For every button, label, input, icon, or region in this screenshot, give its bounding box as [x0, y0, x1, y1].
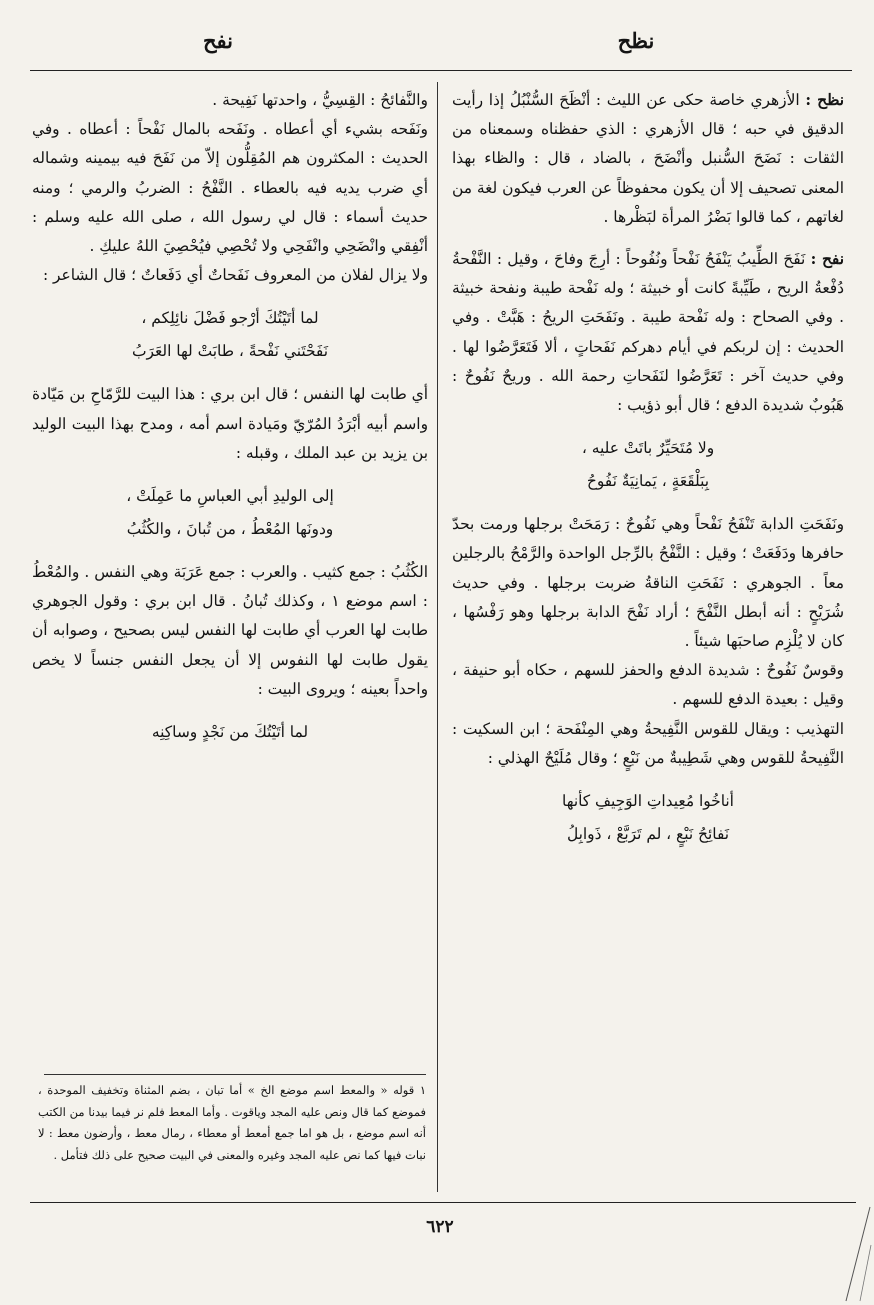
- right-column-verse-line: نَفائِحُ نَبْعٍ ، لم تَرَبَّعْ ، ذَوابِلُ: [566, 825, 730, 844]
- left-column-text: ولا يزال لفلان من المعروف نَفَحاتٌ أي دَفَعاتٌ ؛ قال الشاعر :: [42, 266, 428, 285]
- page-number: ٦٢٢: [426, 1217, 454, 1237]
- right-header-title: نظح: [617, 28, 655, 53]
- left-column-paragraph: [32, 558, 428, 704]
- column-divider: [437, 82, 438, 1192]
- right-column-headword: نظح :: [805, 91, 844, 109]
- left-column-text: الكُثُبُ : جمع كثيب . والعرب : جمع عَرَبَة وهي النفس . والمُعْطُ : اسم موضع ١ ، وكذلك تُبانُ . قال ابن بري : وقول الجوهري طابت لها العرب أي طابت لها النفس ليس بصحيح ، وصوابه أن يقول طابت لها النفوس إلا أن يجعل النفس جنساً لا يخص واحداً بعينه ؛ ويروى البيت :: [32, 563, 428, 698]
- left-column: [32, 86, 428, 761]
- footnote-text: قوله « والمعط اسم موضع الخ » أما تبان ، بضم المثناة وتخفيف الموحدة ، فموضع كما قال ونص عليه المجد وياقوت . وأما المعط فلم نر فيما بيدنا من الكتب أنه اسم موضع ، بل هو اما جمع أمعط أو معطاء ، رمال معط ، وأرضون معط : لا نبات فيها كما نص عليه المجد وغيره والمعنى في البيت صحيح على ذلك فتأمل .: [38, 1083, 426, 1162]
- right-column-text: التهذيب : ويقال للقوس النَّفِيحةُ وهي المِنْفَحة ؛ ابن السكيت : النَّفِيحةُ للقوس وهي شَطِيبةٌ من نَبْعٍ ؛ وقال مُلَيْحٌ الهذلي :: [452, 719, 844, 767]
- left-header-title: نفح: [202, 28, 234, 53]
- footnote: [38, 1080, 426, 1166]
- right-column-paragraph: [452, 715, 844, 773]
- right-column-paragraph: [452, 656, 844, 714]
- right-column-text: الأزهري خاصة حكى عن الليث : أنْظَحَ السُّنْبُلُ إذا رأيت الدقيق في حبه ؛ قال الأزهري : الذي حفظناه وسمعناه من الثقات : نَضَحَ السُّنبل وأنْضَحَ ، بالضاد ، قال : والظاء بهذا المعنى تصحيف إلا أن يكون محفوظاً عن العرب فيكون لغة من لغاتهم ، كما قالوا بَضْرُ المرأة لبَظْرها .: [452, 91, 844, 226]
- left-column-verse-line: ودونَها المُعْطُ ، من تُبانَ ، والكُثُبُ: [126, 520, 334, 539]
- left-column-paragraph: [32, 115, 428, 261]
- left-column-paragraph: [32, 261, 428, 290]
- right-column-text: ونَفَحَتِ الدابة تَنْفَحُ نَفْحاً وهي نَفُوحٌ : رَمَحَتْ برجلها ورمت بحدّ حافرها ودَفَعَتْ ؛ وقيل : النَّفْحُ بالرِّجل الواحدة والرَّمْحُ بالرجلين معاً . الجوهري : نَفَحَتِ الناقةُ ضربت برجلها . وفي حديث شُرَيْحٍ : أنه أبطل النَّفْحَ ؛ أراد نَفْحَ الدابة برجلها وهو رَفْسُها ، كان لا يُلْزِم صاحبَها شيئاً .: [452, 515, 844, 651]
- bottom-rule: [30, 1202, 856, 1203]
- right-column-headword: نفح :: [810, 250, 844, 269]
- left-column-verse-line: إلى الوليدِ أبي العباسِ ما عَمِلَتْ ،: [126, 487, 334, 506]
- right-column-text: نَفَحَ الطِّيبُ يَنْفَحُ نَفْحاً ونُفُوحاً : أرِجَ وفاحَ ، وقيل : النَّفْحةُ دُفْعةُ الريح ، طَيِّبةً كانت أو خبيثة ؛ وله نَفْحة طيبة ونفحة خبيثة . وفي الصحاح : وله نَفْحة طيبة . ونَفَحَتِ الريحُ : هَبَّتْ . وفي الحديث : إن لربكم في أيام دهركم نَفَحاتٍ ، ألا فَتَعَرَّضُوا لها . وفي حديث آخر : تَعَرَّضُوا لنَفَحاتِ رحمة الله . وريحٌ نَفُوحٌ : هَبُوبٌ شديدة الدفع ؛ قال أبو ذؤيب :: [452, 250, 844, 415]
- footnote-number: ١: [419, 1083, 426, 1097]
- left-column-text: أي طابت لها النفس ؛ قال ابن بري : هذا البيت للرَّمّاحِ بن مَيّادة واسم أبيه أبْرَدُ المُرّيّ ومَيادة اسم أمه ، ومدح بهذا البيت الوليد بن يزيد بن عبد الملك ، وقبله :: [32, 385, 428, 462]
- left-column-verse-line: لما أتَيْتُكَ أرْجو فَضْلَ نائِلِكم ،: [141, 309, 319, 328]
- right-column: [452, 86, 844, 863]
- left-column-text: والنَّفائحُ : القِسِيُّ ، واحدتها نَفِيحة .: [212, 91, 428, 109]
- left-column-text: ونَفَحه بشيء أي أعطاه . ونَفَحه بالمال نَفْحاً : أعطاه . وفي الحديث : المكثرون هم المُقِلُّون إلاّ من نَفَحَ فيه بيمينه وشماله أي ضرب يديه فيه بالعطاء . النَّفْحُ : الضربُ والرمي ؛ ومنه حديث أسماء : قال لي رسول الله ، صلى الله عليه وسلم : أنْفِقي وانْضَحِي وانْفَحِي ولا تُحْصِي فيُحْصِيَ اللهُ عليكِ .: [32, 120, 428, 256]
- right-column-verse-line: أناخُوا مُعِيداتِ الوَجِيفِ كأنها: [562, 792, 734, 811]
- right-column-entry: [452, 86, 844, 232]
- right-column-verse-line: بِبَلْقَعَةٍ ، يَمانِيَةٌ نَفُوحُ: [586, 472, 710, 491]
- right-column-entry: [452, 245, 844, 420]
- left-column-verse-line: نَفَحْتَني نَفْحةً ، طابَتْ لها العَرَبُ: [132, 342, 328, 361]
- footnote-rule: [44, 1074, 426, 1075]
- left-column-verse-line: لما أتَيْتُكَ من نَجْدٍ وساكِنِه: [151, 723, 309, 742]
- right-column-paragraph: [452, 510, 844, 656]
- right-column-text: وقوسٌ نَفُوحٌ : شديدة الدفع والحفز للسهم ، حكاه أبو حنيفة ، وقيل : بعيدة الدفع للسهم .: [452, 661, 844, 709]
- left-column-paragraph: [32, 86, 428, 115]
- right-column-verse-line: ولا مُتَحَيِّرٌ باتَتْ عليه ،: [581, 439, 715, 458]
- left-column-paragraph: [32, 380, 428, 468]
- corner-crease-mark: [842, 1205, 872, 1303]
- top-rule: [30, 70, 852, 71]
